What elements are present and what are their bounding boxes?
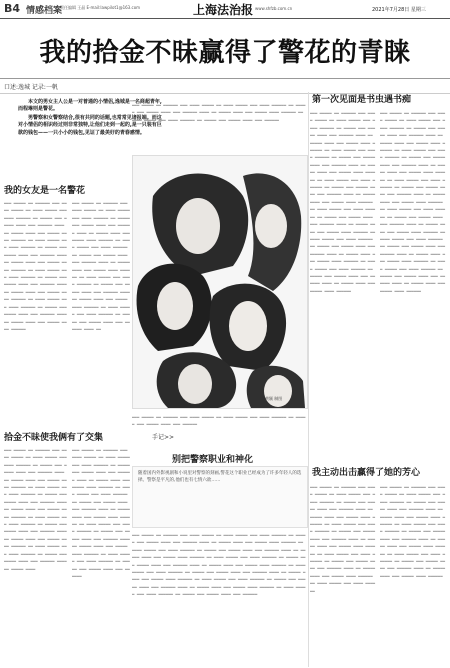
page-headline: 我的拾金不昧赢得了警花的青睐 <box>39 38 411 68</box>
lead-paragraph-1: 本文的男女主人公是一对普通的小情侣,逸城是一名商超青年,而程琳则是警花。 <box>18 99 162 113</box>
body-text-col-2-top: ▂▂▂ ▂▂▂▂▂ ▂▂ ▂▂▂▂▂▂ ▂▂▂ ▂▂▂▂ ▂▂▂▂▂ ▂▂ ▂▂▂▂ ▂▂▂▂▂ ▂▂▂ ▂▂▂▂ ▂▂▂▂▂▂ ▂▂ ▂▂▂▂▂ ▂▂▂ ▂▂▂▂▂ ▂▂▂▂ ▂▂▂ ▂▂▂▂▂▂ ▂▂▂▂ ▂▂ ▂▂▂▂▂ ▂▂▂▂ ▂▂▂ ▂▂▂▂▂ ▂▂▂▂ ▂▂▂▂▂▂ ▂▂ ▂▂▂▂ ▂▂▂▂▂ ▂▂▂ ▂▂▂▂ ▂▂▂▂▂▂ ▂▂ ▂▂▂▂▂ ▂▂▂ ▂▂▂▂▂ ▂▂▂▂ ▂▂▂ ▂▂▂▂▂▂ <box>132 101 306 121</box>
body-text-col-3c: ▂▂▂ ▂▂▂▂▂ ▂▂ ▂▂▂▂▂▂ ▂▂▂ ▂▂▂▂ ▂▂▂▂▂ ▂▂ ▂▂▂▂ ▂▂▂▂▂ ▂▂▂ ▂▂▂▂ ▂▂▂▂▂▂ ▂▂ ▂▂▂▂▂ ▂▂▂ ▂▂▂▂▂ ▂▂▂▂ ▂▂▂ ▂▂▂▂▂▂ ▂▂▂▂ ▂▂ ▂▂▂▂▂ ▂▂▂▂ ▂▂▂ ▂▂▂▂▂ ▂▂▂▂ ▂▂▂▂▂▂ ▂▂ ▂▂▂▂ ▂▂▂▂▂ ▂▂▂ ▂▂▂▂ ▂▂▂▂▂▂ ▂▂ ▂▂▂▂▂ ▂▂▂ ▂▂▂▂▂ ▂▂▂▂ ▂▂▂ ▂▂▂▂▂▂ ▂▂▂▂ ▂▂ ▂▂▂▂▂ ▂▂▂▂ ▂▂▂ ▂▂▂▂▂ ▂▂▂▂ ▂▂▂▂▂▂ ▂▂ ▂▂▂▂ ▂▂▂▂▂ ▂▂▂ ▂▂▂▂ ▂▂▂▂▂▂ ▂▂ ▂▂▂▂▂ ▂▂▂ ▂▂▂▂▂ ▂▂▂▂ ▂▂▂ ▂▂▂▂▂▂ ▂▂▂▂ ▂▂ ▂▂▂▂▂ ▂▂▂▂ ▂▂▂ ▂▂▂▂▂ ▂▂▂▂ ▂▂▂▂▂▂ ▂▂ ▂▂▂▂ ▂▂▂▂▂ ▂▂▂ ▂▂▂▂ ▂▂▂▂▂▂ <box>310 483 376 592</box>
illustration-svg <box>133 156 307 408</box>
section-heading-5: 别把警察职业和神化 <box>172 455 254 465</box>
caption-text: 随着国内外影视剧和小说里对警察的刻画,警花这个职业已经成为了许多年轻人的选择。警察是平凡的,他们也有七情六欲…… <box>138 471 302 483</box>
body-text-col-3d: ▂▂▂ ▂▂▂▂▂ ▂▂ ▂▂▂▂▂▂ ▂▂▂ ▂▂▂▂ ▂▂▂▂▂ ▂▂ ▂▂▂▂ ▂▂▂▂▂ ▂▂▂ ▂▂▂▂ ▂▂▂▂▂▂ ▂▂ ▂▂▂▂▂ ▂▂▂ ▂▂▂▂▂ ▂▂▂▂ ▂▂▂ ▂▂▂▂▂▂ ▂▂▂▂ ▂▂ ▂▂▂▂▂ ▂▂▂▂ ▂▂▂ ▂▂▂▂▂ ▂▂▂▂ ▂▂▂▂▂▂ ▂▂ ▂▂▂▂ ▂▂▂▂▂ ▂▂▂ ▂▂▂▂ ▂▂▂▂▂▂ ▂▂ ▂▂▂▂▂ ▂▂▂ ▂▂▂▂▂ ▂▂▂▂ ▂▂▂ ▂▂▂▂▂▂ ▂▂▂▂ ▂▂ ▂▂▂▂▂ ▂▂▂▂ ▂▂▂ ▂▂▂▂▂ ▂▂▂▂ ▂▂▂▂▂▂ ▂▂ ▂▂▂▂ ▂▂▂▂▂ ▂▂▂ ▂▂▂▂ ▂▂▂▂▂▂ ▂▂ ▂▂▂▂▂ ▂▂▂ ▂▂▂▂▂ ▂▂▂▂ ▂▂▂ ▂▂▂▂▂▂ ▂▂▂▂ ▂▂ ▂▂▂▂▂ ▂▂▂▂ ▂▂▂ ▂▂▂▂▂ ▂▂▂▂ ▂▂▂▂▂▂ <box>380 483 446 577</box>
section-heading-3: 第一次见面是书虫遇书痴 <box>312 95 412 105</box>
headline-rule <box>0 78 450 79</box>
section-heading-2: 拾金不昧使我俩有了交集 <box>4 433 104 443</box>
body-text-col-3b: ▂▂▂ ▂▂▂▂▂ ▂▂ ▂▂▂▂▂▂ ▂▂▂ ▂▂▂▂ ▂▂▂▂▂ ▂▂ ▂▂▂▂ ▂▂▂▂▂ ▂▂▂ ▂▂▂▂ ▂▂▂▂▂▂ ▂▂ ▂▂▂▂▂ ▂▂▂ ▂▂▂▂▂ ▂▂▂▂ ▂▂▂ ▂▂▂▂▂▂ ▂▂▂▂ ▂▂ ▂▂▂▂▂ ▂▂▂▂ ▂▂▂ ▂▂▂▂▂ ▂▂▂▂ ▂▂▂▂▂▂ ▂▂ ▂▂▂▂ ▂▂▂▂▂ ▂▂▂ ▂▂▂▂ ▂▂▂▂▂▂ ▂▂ ▂▂▂▂▂ ▂▂▂ ▂▂▂▂▂ ▂▂▂▂ ▂▂▂ ▂▂▂▂▂▂ ▂▂▂▂ ▂▂ ▂▂▂▂▂ ▂▂▂▂ ▂▂▂ ▂▂▂▂▂ ▂▂▂▂ ▂▂▂▂▂▂ ▂▂ ▂▂▂▂ ▂▂▂▂▂ ▂▂▂ ▂▂▂▂ ▂▂▂▂▂▂ ▂▂ ▂▂▂▂▂ ▂▂▂ ▂▂▂▂▂ ▂▂▂▂ ▂▂▂ ▂▂▂▂▂▂ ▂▂▂▂ ▂▂ ▂▂▂▂▂ ▂▂▂▂ ▂▂▂ ▂▂▂▂▂ ▂▂▂▂ ▂▂▂▂▂▂ ▂▂ ▂▂▂▂ ▂▂▂▂▂ ▂▂▂ ▂▂▂▂ ▂▂▂▂▂▂ ▂▂ ▂▂▂▂▂ ▂▂▂ ▂▂▂▂▂ ▂▂▂▂ ▂▂▂ ▂▂▂▂▂▂ ▂▂▂▂ ▂▂ ▂▂▂▂▂ ▂▂▂▂ ▂▂▂ ▂▂▂▂▂ ▂▂▂▂ ▂▂▂▂▂▂ ▂▂ ▂▂▂▂ ▂▂▂▂▂ ▂▂▂ ▂▂▂▂ ▂▂▂▂▂▂ ▂▂ ▂▂▂▂▂ ▂▂▂ ▂▂▂▂▂ ▂▂▂▂ ▂▂▂ ▂▂▂▂▂▂ ▂▂▂▂ ▂▂ ▂▂▂▂▂ ▂▂▂▂ ▂▂▂ ▂▂▂▂▂ ▂▂▂▂ ▂▂▂▂▂▂ ▂▂ ▂▂▂▂ ▂▂▂▂▂ ▂▂▂ ▂▂▂▂ ▂▂▂▂▂▂ ▂▂ ▂▂▂▂▂ ▂▂▂ ▂▂▂▂▂ ▂▂▂▂ ▂▂▂ ▂▂▂▂▂▂ ▂▂▂▂ ▂▂ ▂▂▂▂▂ ▂▂▂▂ ▂▂▂ ▂▂▂▂▂ ▂▂▂▂ ▂▂▂▂▂▂ <box>380 109 446 292</box>
newspaper-name: 上海法治报 <box>193 3 254 17</box>
body-text-col-3a: ▂▂▂ ▂▂▂▂▂ ▂▂ ▂▂▂▂▂▂ ▂▂▂ ▂▂▂▂ ▂▂▂▂▂ ▂▂ ▂▂▂▂ ▂▂▂▂▂ ▂▂▂ ▂▂▂▂ ▂▂▂▂▂▂ ▂▂ ▂▂▂▂▂ ▂▂▂ ▂▂▂▂▂ ▂▂▂▂ ▂▂▂ ▂▂▂▂▂▂ ▂▂▂▂ ▂▂ ▂▂▂▂▂ ▂▂▂▂ ▂▂▂ ▂▂▂▂▂ ▂▂▂▂ ▂▂▂▂▂▂ ▂▂ ▂▂▂▂ ▂▂▂▂▂ ▂▂▂ ▂▂▂▂ ▂▂▂▂▂▂ ▂▂ ▂▂▂▂▂ ▂▂▂ ▂▂▂▂▂ ▂▂▂▂ ▂▂▂ ▂▂▂▂▂▂ ▂▂▂▂ ▂▂ ▂▂▂▂▂ ▂▂▂▂ ▂▂▂ ▂▂▂▂▂ ▂▂▂▂ ▂▂▂▂▂▂ ▂▂ ▂▂▂▂ ▂▂▂▂▂ ▂▂▂ ▂▂▂▂ ▂▂▂▂▂▂ ▂▂ ▂▂▂▂▂ ▂▂▂ ▂▂▂▂▂ ▂▂▂▂ ▂▂▂ ▂▂▂▂▂▂ ▂▂▂▂ ▂▂ ▂▂▂▂▂ ▂▂▂▂ ▂▂▂ ▂▂▂▂▂ ▂▂▂▂ ▂▂▂▂▂▂ ▂▂ ▂▂▂▂ ▂▂▂▂▂ ▂▂▂ ▂▂▂▂ ▂▂▂▂▂▂ ▂▂ ▂▂▂▂▂ ▂▂▂ ▂▂▂▂▂ ▂▂▂▂ ▂▂▂ ▂▂▂▂▂▂ ▂▂▂▂ ▂▂ ▂▂▂▂▂ ▂▂▂▂ ▂▂▂ ▂▂▂▂▂ ▂▂▂▂ ▂▂▂▂▂▂ ▂▂ ▂▂▂▂ ▂▂▂▂▂ ▂▂▂ ▂▂▂▂ ▂▂▂▂▂▂ ▂▂ ▂▂▂▂▂ ▂▂▂ ▂▂▂▂▂ ▂▂▂▂ ▂▂▂ ▂▂▂▂▂▂ ▂▂▂▂ ▂▂ ▂▂▂▂▂ ▂▂▂▂ ▂▂▂ ▂▂▂▂▂ ▂▂▂▂ ▂▂▂▂▂▂ ▂▂ ▂▂▂▂ ▂▂▂▂▂ ▂▂▂ ▂▂▂▂ ▂▂▂▂▂▂ ▂▂ ▂▂▂▂▂ ▂▂▂ ▂▂▂▂▂ ▂▂▂▂ ▂▂▂ ▂▂▂▂▂▂ ▂▂▂▂ ▂▂ ▂▂▂▂▂ ▂▂▂▂ ▂▂▂ ▂▂▂▂▂ ▂▂▂▂ ▂▂▂▂▂▂ <box>310 109 376 292</box>
body-text-col-1c: ▂▂▂ ▂▂▂▂▂ ▂▂ ▂▂▂▂▂▂ ▂▂▂ ▂▂▂▂ ▂▂▂▂▂ ▂▂ ▂▂▂▂ ▂▂▂▂▂ ▂▂▂ ▂▂▂▂ ▂▂▂▂▂▂ ▂▂ ▂▂▂▂▂ ▂▂▂ ▂▂▂▂▂ ▂▂▂▂ ▂▂▂ ▂▂▂▂▂▂ ▂▂▂▂ ▂▂ ▂▂▂▂▂ ▂▂▂▂ ▂▂▂ ▂▂▂▂▂ ▂▂▂▂ ▂▂▂▂▂▂ ▂▂ ▂▂▂▂ ▂▂▂▂▂ ▂▂▂ ▂▂▂▂ ▂▂▂▂▂▂ ▂▂ ▂▂▂▂▂ ▂▂▂ ▂▂▂▂▂ ▂▂▂▂ ▂▂▂ ▂▂▂▂▂▂ ▂▂▂▂ ▂▂ ▂▂▂▂▂ ▂▂▂▂ ▂▂▂ ▂▂▂▂▂ ▂▂▂▂ ▂▂▂▂▂▂ ▂▂ ▂▂▂▂ ▂▂▂▂▂ ▂▂▂ ▂▂▂▂ ▂▂▂▂▂▂ ▂▂ ▂▂▂▂▂ ▂▂▂ ▂▂▂▂▂ ▂▂▂▂ ▂▂▂ ▂▂▂▂▂▂ ▂▂▂▂ ▂▂ ▂▂▂▂▂ ▂▂▂▂ ▂▂▂ ▂▂▂▂▂ ▂▂▂▂ ▂▂▂▂▂▂ ▂▂ ▂▂▂▂ ▂▂▂▂▂ ▂▂▂ ▂▂▂▂ ▂▂▂▂▂▂ ▂▂ ▂▂▂▂▂ ▂▂▂ ▂▂▂▂▂ ▂▂▂▂ ▂▂▂ ▂▂▂▂▂▂ ▂▂▂▂ ▂▂ ▂▂▂▂▂ ▂▂▂▂ <box>4 446 67 570</box>
body-text-col-1d: ▂▂▂ ▂▂▂▂▂ ▂▂ ▂▂▂▂▂▂ ▂▂▂ ▂▂▂▂ ▂▂▂▂▂ ▂▂ ▂▂▂▂ ▂▂▂▂▂ ▂▂▂ ▂▂▂▂ ▂▂▂▂▂▂ ▂▂ ▂▂▂▂▂ ▂▂▂ ▂▂▂▂▂ ▂▂▂▂ ▂▂▂ ▂▂▂▂▂▂ ▂▂▂▂ ▂▂ ▂▂▂▂▂ ▂▂▂▂ ▂▂▂ ▂▂▂▂▂ ▂▂▂▂ ▂▂▂▂▂▂ ▂▂ ▂▂▂▂ ▂▂▂▂▂ ▂▂▂ ▂▂▂▂ ▂▂▂▂▂▂ ▂▂ ▂▂▂▂▂ ▂▂▂ ▂▂▂▂▂ ▂▂▂▂ ▂▂▂ ▂▂▂▂▂▂ ▂▂▂▂ ▂▂ ▂▂▂▂▂ ▂▂▂▂ ▂▂▂ ▂▂▂▂▂ ▂▂▂▂ ▂▂▂▂▂▂ ▂▂ ▂▂▂▂ ▂▂▂▂▂ ▂▂▂ ▂▂▂▂ ▂▂▂▂▂▂ ▂▂ ▂▂▂▂▂ ▂▂▂ ▂▂▂▂▂ ▂▂▂▂ ▂▂▂ ▂▂▂▂▂▂ ▂▂▂▂ ▂▂ ▂▂▂▂▂ ▂▂▂▂ ▂▂▂ ▂▂▂▂▂ ▂▂▂▂ ▂▂▂▂▂▂ ▂▂ ▂▂▂▂ ▂▂▂▂▂ ▂▂▂ ▂▂▂▂ ▂▂▂▂▂▂ ▂▂ ▂▂▂▂▂ ▂▂▂ ▂▂▂▂▂ ▂▂▂▂ ▂▂▂ ▂▂▂▂▂▂ <box>72 446 130 577</box>
newspaper-url: www.shfzb.com.cn <box>255 6 293 11</box>
column-divider-right <box>308 92 309 667</box>
body-text-col-2-bottom: ▂▂▂ ▂▂▂▂▂ ▂▂ ▂▂▂▂▂▂ ▂▂▂ ▂▂▂▂ ▂▂▂▂▂ ▂▂ ▂▂▂▂ ▂▂▂▂▂ ▂▂▂ ▂▂▂▂ ▂▂▂▂▂▂ ▂▂ ▂▂▂▂▂ ▂▂▂ ▂▂▂▂▂ ▂▂▂▂ ▂▂▂ ▂▂▂▂▂▂ ▂▂▂▂ ▂▂ ▂▂▂▂▂ ▂▂▂▂ ▂▂▂ ▂▂▂▂▂ ▂▂▂▂ ▂▂▂▂▂▂ ▂▂ ▂▂▂▂ ▂▂▂▂▂ ▂▂▂ ▂▂▂▂ ▂▂▂▂▂▂ ▂▂ ▂▂▂▂▂ ▂▂▂ ▂▂▂▂▂ ▂▂▂▂ ▂▂▂ ▂▂▂▂▂▂ ▂▂▂▂ ▂▂ ▂▂▂▂▂ ▂▂▂▂ ▂▂▂ ▂▂▂▂▂ ▂▂▂▂ ▂▂▂▂▂▂ ▂▂ ▂▂▂▂ ▂▂▂▂▂ ▂▂▂ ▂▂▂▂ ▂▂▂▂▂▂ ▂▂ ▂▂▂▂▂ ▂▂▂ ▂▂▂▂▂ ▂▂▂▂ ▂▂▂ ▂▂▂▂▂▂ ▂▂▂▂ ▂▂ ▂▂▂▂▂ ▂▂▂▂ ▂▂▂ ▂▂▂▂▂ ▂▂▂▂ ▂▂▂▂▂▂ ▂▂ ▂▂▂▂ ▂▂▂▂▂ ▂▂▂ ▂▂▂▂ ▂▂▂▂▂▂ ▂▂ ▂▂▂▂▂ ▂▂▂ ▂▂▂▂▂ ▂▂▂▂ ▂▂▂ ▂▂▂▂▂▂ ▂▂▂▂ ▂▂ ▂▂▂▂▂ ▂▂▂▂ ▂▂▂ ▂▂▂▂▂ ▂▂▂▂ ▂▂▂▂▂▂ ▂▂ ▂▂▂▂ ▂▂▂▂▂ ▂▂▂ ▂▂▂▂ ▂▂▂▂▂▂ ▂▂ ▂▂▂▂▂ ▂▂▂ ▂▂▂▂▂ ▂▂▂▂ ▂▂▂ ▂▂▂▂▂▂ ▂▂▂▂ ▂▂ ▂▂▂▂▂ ▂▂▂▂ ▂▂▂ ▂▂▂▂▂ ▂▂▂▂ ▂▂▂▂▂▂ ▂▂ ▂▂▂▂ ▂▂▂▂▂ ▂▂▂ ▂▂▂▂ ▂▂▂▂▂▂ ▂▂ ▂▂▂▂▂ ▂▂▂ ▂▂▂▂▂ ▂▂▂▂ ▂▂▂ ▂▂▂▂▂▂ <box>132 531 306 596</box>
lead-paragraph-2: 男警察和女警察结合,很有共同的话题,也常常见诸报端。而这对小情侣的相识经过则非常独特,让他们走到一起的,是一只装有巨款的钱包——一只小小的钱包,见证了最美好的青春感情。 <box>18 114 162 136</box>
caption-box <box>132 466 308 528</box>
body-text-col-1a: ▂▂▂ ▂▂▂▂▂ ▂▂ ▂▂▂▂▂▂ ▂▂▂ ▂▂▂▂ ▂▂▂▂▂ ▂▂ ▂▂▂▂ ▂▂▂▂▂ ▂▂▂ ▂▂▂▂ ▂▂▂▂▂▂ ▂▂ ▂▂▂▂▂ ▂▂▂ ▂▂▂▂▂ ▂▂▂▂ ▂▂▂ ▂▂▂▂▂▂ ▂▂▂▂ ▂▂ ▂▂▂▂▂ ▂▂▂▂ ▂▂▂ ▂▂▂▂▂ ▂▂▂▂ ▂▂▂▂▂▂ ▂▂ ▂▂▂▂ ▂▂▂▂▂ ▂▂▂ ▂▂▂▂ ▂▂▂▂▂▂ ▂▂ ▂▂▂▂▂ ▂▂▂ ▂▂▂▂▂ ▂▂▂▂ ▂▂▂ ▂▂▂▂▂▂ ▂▂▂▂ ▂▂ ▂▂▂▂▂ ▂▂▂▂ ▂▂▂ ▂▂▂▂▂ ▂▂▂▂ ▂▂▂▂▂▂ ▂▂ ▂▂▂▂ ▂▂▂▂▂ ▂▂▂ ▂▂▂▂ ▂▂▂▂▂▂ ▂▂ ▂▂▂▂▂ ▂▂▂ ▂▂▂▂▂ ▂▂▂▂ ▂▂▂ ▂▂▂▂▂▂ ▂▂▂▂ ▂▂ ▂▂▂▂▂ ▂▂▂▂ ▂▂▂ ▂▂▂▂▂ ▂▂▂▂ ▂▂▂▂▂▂ ▂▂ ▂▂▂▂ ▂▂▂▂▂ ▂▂▂ ▂▂▂▂ ▂▂▂▂▂▂ ▂▂ ▂▂▂▂▂ ▂▂▂ ▂▂▂▂▂ ▂▂▂▂ ▂▂▂ ▂▂▂▂▂▂ ▂▂▂▂ ▂▂ ▂▂▂▂▂ ▂▂▂▂ ▂▂▂ ▂▂▂▂▂ ▂▂▂▂ ▂▂▂▂▂▂ <box>4 199 67 330</box>
illustration-photo <box>132 155 308 409</box>
page-number: B4 <box>4 2 21 15</box>
section-heading-1: 我的女友是一名警花 <box>4 186 86 196</box>
section-heading-4: 我主动出击赢得了她的芳心 <box>312 468 421 478</box>
body-text-col-1b: ▂▂▂ ▂▂▂▂▂ ▂▂ ▂▂▂▂▂▂ ▂▂▂ ▂▂▂▂ ▂▂▂▂▂ ▂▂ ▂▂▂▂ ▂▂▂▂▂ ▂▂▂ ▂▂▂▂ ▂▂▂▂▂▂ ▂▂ ▂▂▂▂▂ ▂▂▂ ▂▂▂▂▂ ▂▂▂▂ ▂▂▂ ▂▂▂▂▂▂ ▂▂▂▂ ▂▂ ▂▂▂▂▂ ▂▂▂▂ ▂▂▂ ▂▂▂▂▂ ▂▂▂▂ ▂▂▂▂▂▂ ▂▂ ▂▂▂▂ ▂▂▂▂▂ ▂▂▂ ▂▂▂▂ ▂▂▂▂▂▂ ▂▂ ▂▂▂▂▂ ▂▂▂ ▂▂▂▂▂ ▂▂▂▂ ▂▂▂ ▂▂▂▂▂▂ ▂▂▂▂ ▂▂ ▂▂▂▂▂ ▂▂▂▂ ▂▂▂ ▂▂▂▂▂ ▂▂▂▂ ▂▂▂▂▂▂ ▂▂ ▂▂▂▂ ▂▂▂▂▂ ▂▂▂ ▂▂▂▂ ▂▂▂▂▂▂ ▂▂ ▂▂▂▂▂ ▂▂▂ ▂▂▂▂▂ ▂▂▂▂ ▂▂▂ ▂▂▂▂▂▂ ▂▂▂▂ ▂▂ ▂▂▂▂▂ ▂▂▂▂ ▂▂▂ ▂▂▂▂▂ ▂▂▂▂ ▂▂▂▂▂▂ ▂▂ ▂▂▂▂ ▂▂▂▂▂ ▂▂▂ ▂▂▂▂ ▂▂▂▂▂▂ ▂▂ ▂▂▂▂▂ ▂▂▂ ▂▂▂▂▂ ▂▂▂▂ ▂▂▂ ▂▂▂▂▂▂ ▂▂▂▂ ▂▂ <box>72 199 130 330</box>
issue-date: 2021年7月28日 星期三 <box>372 7 426 13</box>
byline: 口述:逸城 记录:一帆 <box>4 84 58 91</box>
section-title: 情感档案 <box>26 6 63 16</box>
body-text-col-2-mid: ▂▂▂ ▂▂▂▂▂ ▂▂ ▂▂▂▂▂▂ ▂▂▂ ▂▂▂▂ ▂▂▂▂▂ ▂▂ ▂▂▂▂ ▂▂▂▂▂ ▂▂▂ ▂▂▂▂ ▂▂▂▂▂▂ ▂▂ ▂▂▂▂▂ ▂▂▂ ▂▂▂▂▂ ▂▂▂▂ ▂▂▂ ▂▂▂▂▂▂ <box>132 413 306 426</box>
photo-credit: 黄颖 制图 <box>265 396 283 401</box>
author-note-label: 手记>> <box>152 434 175 441</box>
editor-line: 责任编辑 王晶 E-mail:lawpilot1@163.com <box>60 5 141 10</box>
